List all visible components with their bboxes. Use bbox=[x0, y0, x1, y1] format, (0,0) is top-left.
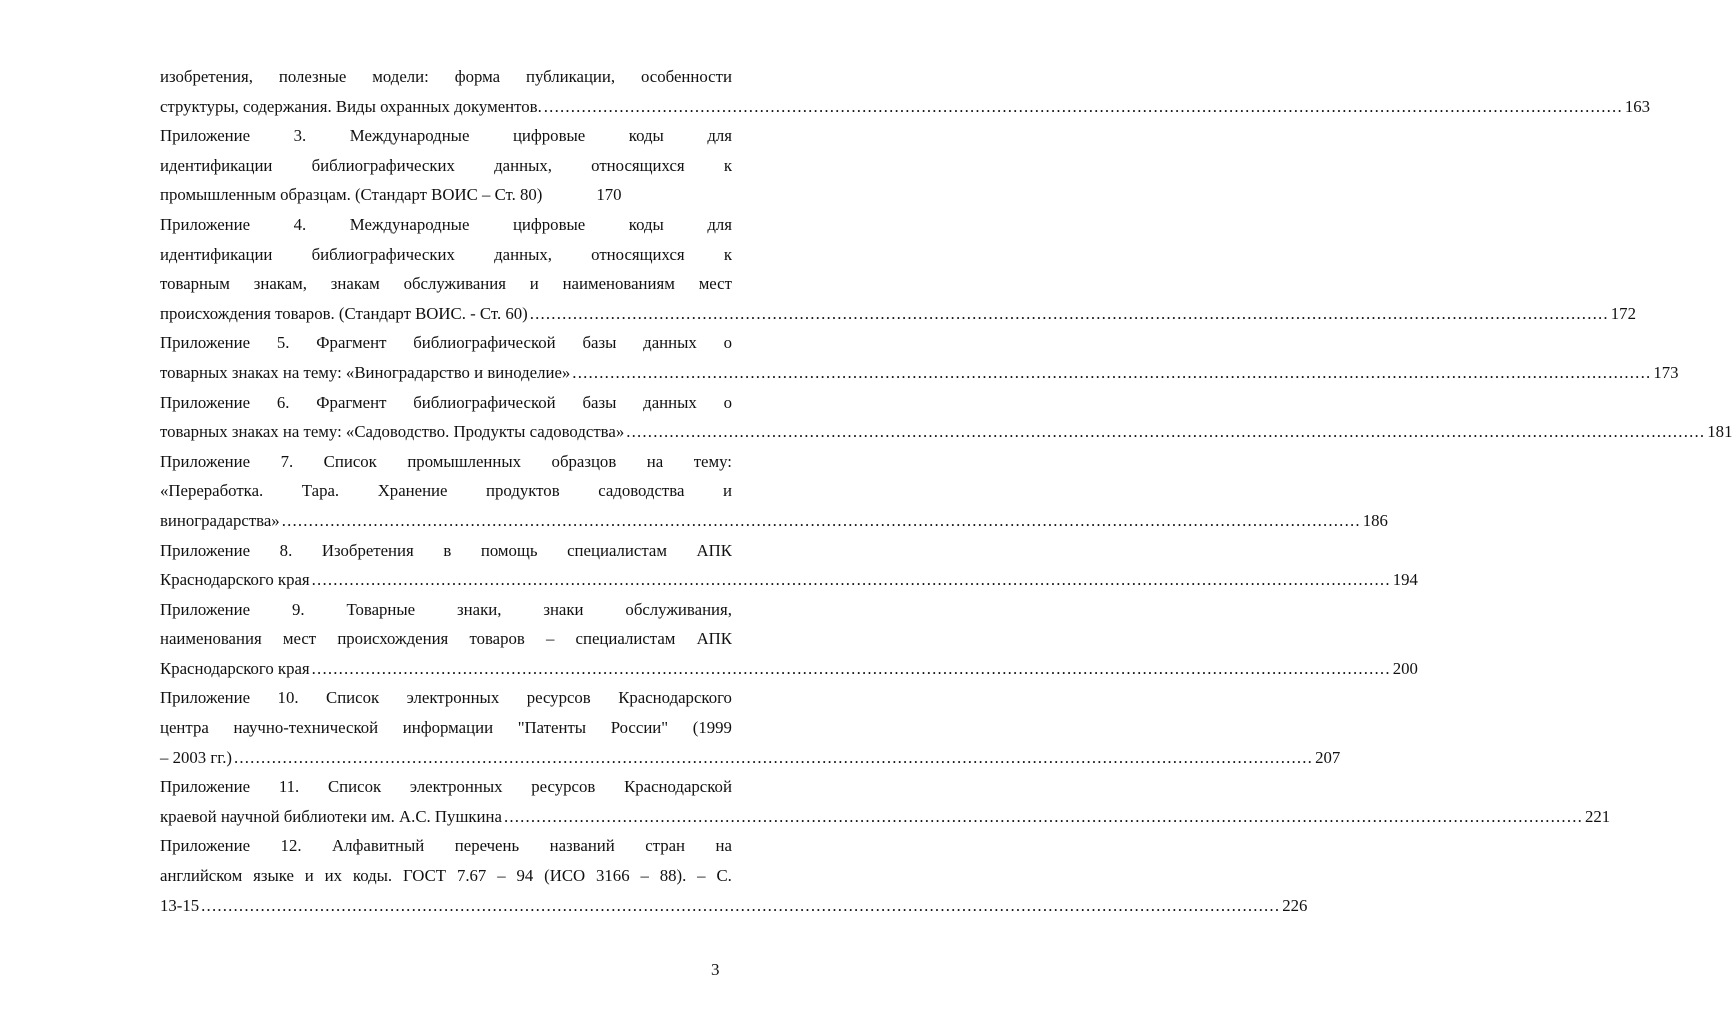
toc-entry-page: 200 bbox=[1392, 658, 1418, 678]
toc-entry-last-line bbox=[160, 506, 1388, 536]
toc-entry-last-line bbox=[160, 802, 1611, 832]
toc-entry-line: Приложение 7. Список промышленных образцов на тему: bbox=[160, 451, 732, 471]
toc-entry[interactable] bbox=[160, 62, 1651, 121]
page-number: 3 bbox=[711, 960, 720, 979]
toc-entry-line: Приложение 4. Международные цифровые коды для bbox=[160, 214, 732, 234]
toc-entry[interactable] bbox=[160, 772, 1611, 831]
toc-entry-line: наименования мест происхождения товаров – специалистам АПК bbox=[160, 629, 732, 649]
toc-entry[interactable] bbox=[160, 210, 1636, 328]
toc-entry-text: виноградарства» bbox=[160, 510, 280, 530]
toc-entry-text: товарных знаках на тему: «Садоводство. Продукты садоводства» bbox=[160, 422, 625, 442]
toc-entry-page: 181 bbox=[1707, 422, 1732, 442]
dot-leader: ........................................................................................................................................................................................................ bbox=[234, 747, 1314, 767]
toc-entry-text: 13-15 bbox=[160, 895, 200, 915]
toc-entry-text: – 2003 гг.) bbox=[160, 747, 232, 767]
toc-entries bbox=[160, 62, 1732, 920]
toc-entry-line: Приложение 12. Алфавитный перечень названий стран на bbox=[160, 836, 732, 856]
toc-entry-line: идентификации библиографических данных, относящихся к bbox=[160, 244, 732, 264]
toc-entry-page: 186 bbox=[1362, 510, 1388, 530]
toc-entry-last-line bbox=[160, 358, 1679, 388]
toc-entry-text: структуры, содержания. Виды охранных документов. bbox=[160, 96, 542, 116]
toc-entry-page: 226 bbox=[1282, 895, 1308, 915]
toc-entry-line: идентификации библиографических данных, относящихся к bbox=[160, 155, 732, 175]
toc-entry-line: Приложение 6. Фрагмент библиографической базы данных о bbox=[160, 392, 732, 412]
toc-entry-text: Краснодарского края bbox=[160, 570, 310, 590]
toc-entry-line: Приложение 11. Список электронных ресурсов Краснодарской bbox=[160, 777, 732, 797]
toc-entry-page: 207 bbox=[1315, 747, 1341, 767]
toc-entry-page: 221 bbox=[1585, 806, 1611, 826]
toc-entry-line: изобретения, полезные модели: форма публикации, особенности bbox=[160, 67, 732, 86]
toc-entry[interactable] bbox=[160, 595, 1418, 684]
toc-entry-page: 194 bbox=[1392, 570, 1418, 590]
toc-entry-page: 170 bbox=[596, 185, 622, 205]
toc-entry-page: 173 bbox=[1653, 362, 1679, 382]
toc-entry-line: Приложение 9. Товарные знаки, знаки обслуживания, bbox=[160, 599, 732, 619]
toc-entry-page: 163 bbox=[1624, 96, 1651, 116]
toc-entry[interactable] bbox=[160, 328, 1679, 387]
toc-entry-text: происхождения товаров. (Стандарт ВОИС. - Ст. 60) bbox=[160, 303, 528, 323]
toc-entry-line: Приложение 8. Изобретения в помощь специалистам АПК bbox=[160, 540, 732, 560]
toc-entry[interactable] bbox=[160, 121, 732, 210]
toc-entry-line: Приложение 3. Международные цифровые коды для bbox=[160, 126, 732, 146]
toc-entry-last-line bbox=[160, 299, 1636, 329]
toc-entry-text: промышленным образцам. (Стандарт ВОИС – Ст. 80) bbox=[160, 185, 543, 205]
toc-entry-last-line bbox=[160, 891, 1308, 921]
dot-leader: ........................................................................................................................................................................................................ bbox=[503, 806, 1583, 826]
toc-entry-text: товарных знаках на тему: «Виноградарство и виноделие» bbox=[160, 362, 571, 382]
toc-entry-last-line bbox=[160, 180, 732, 210]
dot-leader: ........................................................................................................................................................................................................ bbox=[281, 510, 1361, 530]
toc-entry-last-line bbox=[160, 743, 1341, 773]
toc-entry-line: Приложение 5. Фрагмент библиографической базы данных о bbox=[160, 333, 732, 353]
dot-leader: ........................................................................................................................................................................................................ bbox=[311, 570, 1391, 590]
toc-entry-last-line bbox=[160, 654, 1418, 684]
dot-leader: ........................................................................................................................................................................................................ bbox=[201, 895, 1281, 915]
toc-entry-last-line bbox=[160, 565, 1418, 595]
toc-entry-line: Приложение 10. Список электронных ресурсов Краснодарского bbox=[160, 688, 732, 708]
dot-leader: ........................................................................................................................................................................................................ bbox=[572, 362, 1652, 382]
toc-entry-line: центра научно-технической информации "Патенты России" (1999 bbox=[160, 718, 732, 738]
toc-entry[interactable] bbox=[160, 683, 1341, 772]
toc-entry-last-line bbox=[160, 417, 1732, 447]
table-of-contents bbox=[160, 62, 1732, 920]
dot-leader: ........................................................................................................................................................................................................ bbox=[626, 422, 1706, 442]
dot-leader: ........................................................................................................................................................................................................ bbox=[311, 658, 1391, 678]
toc-entry[interactable] bbox=[160, 447, 1388, 536]
toc-entry-line: «Переработка. Тара. Хранение продуктов садоводства и bbox=[160, 481, 732, 501]
toc-entry-text: Краснодарского края bbox=[160, 658, 310, 678]
toc-entry-page: 172 bbox=[1610, 303, 1636, 323]
dot-leader: ........................................................................................................................................................................................................ bbox=[529, 303, 1609, 323]
toc-entry-line: товарным знакам, знакам обслуживания и наименованиям мест bbox=[160, 274, 732, 294]
toc-entry-text: краевой научной библиотеки им. А.С. Пушкина bbox=[160, 806, 502, 826]
toc-entry-line: английском языке и их коды. ГОСТ 7.67 – 94 (ИСО 3166 – 88). – С. bbox=[160, 866, 732, 886]
toc-entry-last-line bbox=[160, 92, 1651, 122]
toc-entry[interactable] bbox=[160, 831, 1308, 920]
toc-entry[interactable] bbox=[160, 536, 1418, 595]
toc-entry[interactable] bbox=[160, 388, 1732, 447]
dot-leader: ........................................................................................................................................................................................................ bbox=[543, 96, 1623, 116]
